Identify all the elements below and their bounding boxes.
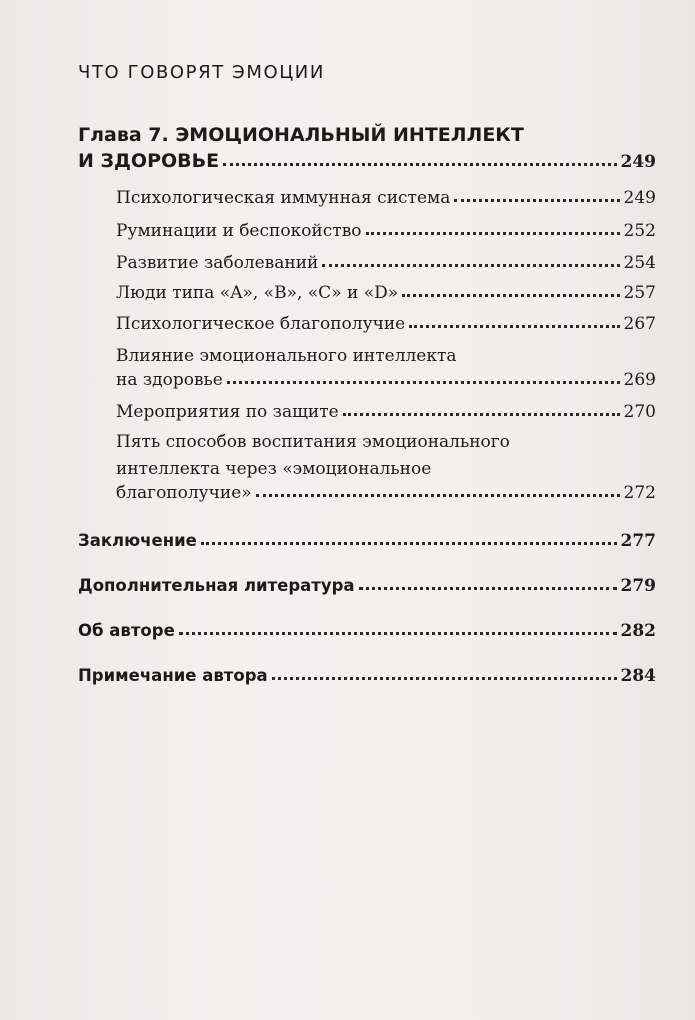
- dot-leader: [223, 162, 616, 166]
- toc-entry-back[interactable]: [78, 531, 656, 551]
- dot-leader: [366, 231, 620, 235]
- toc-entry-title: Люди типа «A», «B», «C» и «D»: [116, 283, 399, 303]
- page-number: 282: [620, 621, 656, 641]
- dot-leader: [343, 412, 620, 416]
- page-number: 267: [623, 314, 656, 334]
- toc-entry-title: Об авторе: [78, 621, 175, 640]
- dot-leader: [256, 493, 620, 497]
- page-number: 272: [623, 483, 656, 503]
- page-number: 269: [623, 370, 656, 390]
- page-number: 257: [623, 283, 656, 303]
- toc-entry[interactable]: [116, 370, 656, 390]
- chapter-title-line1: Глава 7. ЭМОЦИОНАЛЬНЫЙ ИНТЕЛЛЕКТ: [78, 124, 524, 146]
- dot-leader: [454, 198, 619, 202]
- page-number: 277: [620, 531, 656, 551]
- toc-entry-title: Психологическая иммунная система: [116, 188, 451, 208]
- toc-entry-back[interactable]: [78, 621, 656, 641]
- page-number: 249: [623, 188, 656, 208]
- toc-entry[interactable]: [116, 283, 656, 303]
- toc-entry-title-line1: Влияние эмоционального интеллекта: [116, 346, 457, 366]
- toc-entry[interactable]: [116, 253, 656, 273]
- toc-entry[interactable]: [116, 402, 656, 422]
- page-number: 270: [623, 402, 656, 422]
- page-number: 252: [623, 221, 656, 241]
- page-number: 279: [620, 576, 656, 596]
- running-head: ЧТО ГОВОРЯТ ЭМОЦИИ: [78, 62, 325, 83]
- toc-entry-title: Руминации и беспокойство: [116, 221, 362, 241]
- toc-entry-title: Дополнительная литература: [78, 576, 355, 595]
- dot-leader: [359, 586, 617, 590]
- toc-entry-title: Развитие заболеваний: [116, 253, 319, 273]
- dot-leader: [272, 676, 617, 680]
- dot-leader: [227, 380, 620, 384]
- chapter-title-line2: И ЗДОРОВЬЕ: [78, 150, 220, 172]
- dot-leader: [409, 324, 619, 328]
- toc-entry-title: Психологическое благополучие: [116, 314, 406, 334]
- chapter-title: [78, 120, 658, 150]
- page-number: 284: [620, 666, 656, 686]
- toc-entry-title-line1: Пять способов воспитания эмоционального: [116, 432, 510, 452]
- toc-entry-title-line2: на здоровье: [116, 370, 223, 390]
- toc-entry[interactable]: [116, 221, 656, 241]
- dot-leader: [201, 541, 617, 545]
- toc-entry-title: Примечание автора: [78, 666, 268, 685]
- page-number: 254: [623, 253, 656, 273]
- dot-leader: [179, 631, 617, 635]
- toc-entry-title-line2: интеллекта через «эмоциональное: [116, 459, 432, 479]
- toc-entry[interactable]: [116, 314, 656, 334]
- toc-entry-back[interactable]: [78, 576, 656, 596]
- dot-leader: [402, 293, 619, 297]
- toc-entry-chapter[interactable]: [78, 150, 656, 172]
- toc-entry-back[interactable]: [78, 666, 656, 686]
- toc-entry[interactable]: [116, 483, 656, 503]
- toc-entry-title-line3: благополучие»: [116, 483, 252, 503]
- toc-entry[interactable]: [116, 188, 656, 208]
- dot-leader: [322, 263, 619, 267]
- toc-entry-title: Мероприятия по защите: [116, 402, 339, 422]
- page-number: 249: [620, 152, 656, 172]
- toc-entry-title: Заключение: [78, 531, 197, 550]
